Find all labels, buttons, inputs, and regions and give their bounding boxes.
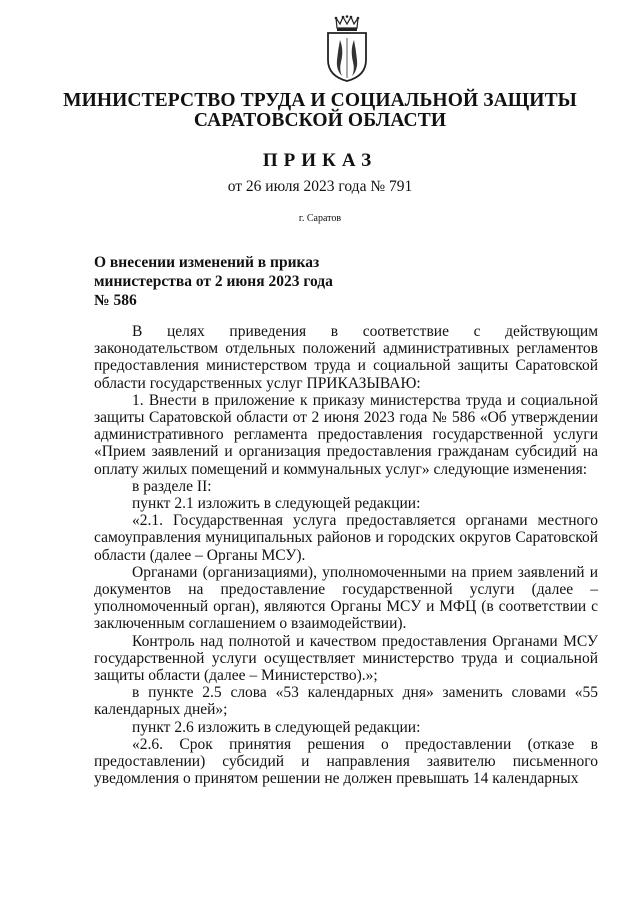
coat-of-arms-icon bbox=[322, 14, 372, 84]
order-body bbox=[94, 323, 598, 787]
order-subject bbox=[94, 253, 394, 310]
subject-line: О внесении изменений в приказ bbox=[94, 254, 320, 271]
body-paragraph: пункт 2.6 изложить в следующей редакции: bbox=[132, 718, 421, 736]
body-paragraph: пункт 2.1 изложить в следующей редакции: bbox=[132, 495, 421, 513]
order-date-number: от 26 июля 2023 года № 791 bbox=[227, 178, 413, 195]
order-title: ПРИКАЗ bbox=[262, 150, 378, 171]
body-paragraph: «2.6. Срок принятия решения о предоставлении (отказе в предоставлении) субсидий и направления заявителю письменного уведомления о принятом решении не должен превышать 14 календарных bbox=[94, 735, 598, 788]
subject-line: министерства от 2 июня 2023 года bbox=[94, 273, 333, 290]
body-paragraph: Органами (организациями), уполномоченными на прием заявлений и документов на предоставление государственной услуги (далее – уполномоченный орган), являются Органы МСУ и МФЦ (в соответствии с заключенным соглашением о взаимодействии). bbox=[94, 563, 598, 633]
body-paragraph: в разделе II: bbox=[132, 477, 212, 495]
ministry-name-line1: МИНИСТЕРСТВО ТРУДА И СОЦИАЛЬНОЙ ЗАЩИТЫ bbox=[63, 90, 577, 111]
subject-line: № 586 bbox=[94, 292, 137, 309]
body-paragraph: Контроль над полнотой и качеством предоставления Органами МСУ государственной услуги осуществляет министерство труда и социальной защиты области (далее – Министерство).»; bbox=[94, 632, 598, 685]
ministry-name-line2: САРАТОВСКОЙ ОБЛАСТИ bbox=[193, 110, 447, 131]
body-paragraph: В целях приведения в соответствие с действующим законодательством отдельных положений административных регламентов предоставления министерством труда и социальной защиты Саратовской области государственных услуг ПРИКАЗЫВАЮ: bbox=[94, 323, 598, 392]
body-paragraph: 1. Внести в приложение к приказу министерства труда и социальной защиты Саратовской области от 2 июня 2023 года № 586 «Об утверждении административного регламента предоставления государственной услуги «Прием заявлений и организация предоставления гражданам субсидий на оплату жилых помещений и коммунальных услуг» следующие изменения: bbox=[94, 391, 598, 478]
body-paragraph: в пункте 2.5 слова «53 календарных дня» заменить словами «55 календарных дней»; bbox=[94, 684, 598, 719]
order-city: г. Саратов bbox=[298, 213, 342, 224]
body-paragraph: «2.1. Государственная услуга предоставляется органами местного самоуправления муниципальных районов и городских округов Саратовской области (далее – Органы МСУ). bbox=[94, 512, 598, 564]
